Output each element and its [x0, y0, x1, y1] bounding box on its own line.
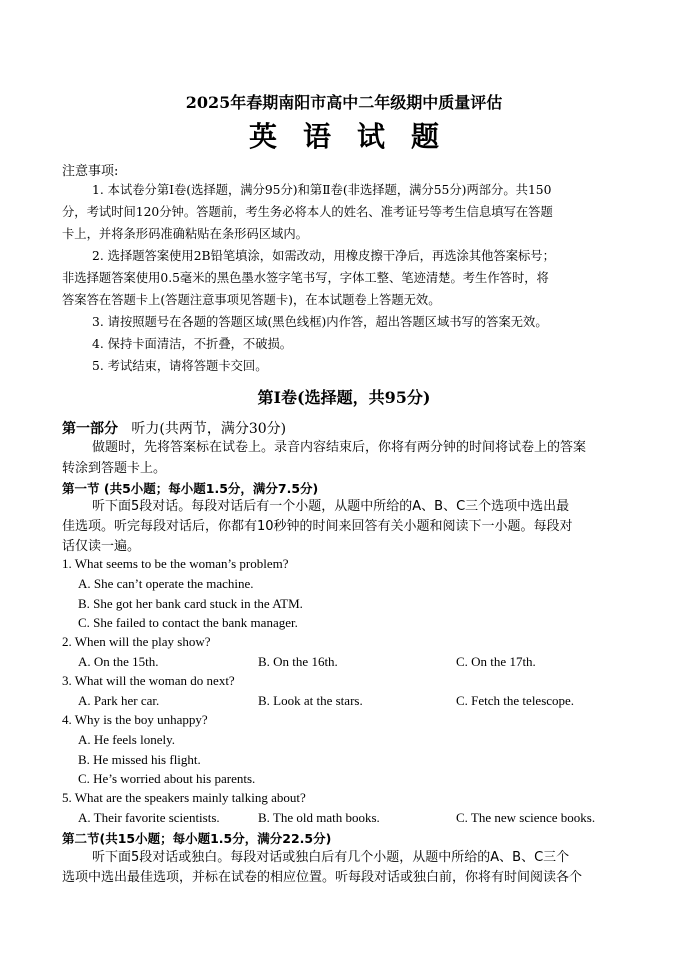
option-b: B. Look at the stars.	[258, 693, 363, 708]
option-a: A. Their favorite scientists.	[78, 810, 220, 825]
sec1-line: 佳选项。听完每段对话后，你都有10秒钟的时间来回答有关小题和阅读下一小题。每段对	[62, 519, 573, 534]
option-b: B. On the 16th.	[258, 654, 338, 669]
section-title: 第Ⅰ卷(选择题，共95分)	[257, 388, 431, 407]
option-a: A. He feels lonely.	[78, 732, 175, 747]
intro-line: 转涂到答题卡上。	[62, 461, 167, 476]
notice-line: 5. 考试结束，请将答题卡交回。	[92, 359, 268, 373]
part-heading	[62, 418, 286, 438]
sec2-title: 第二节(共15小题；每小题1.5分，满分22.5分)	[62, 831, 332, 846]
notice-line: 1. 本试卷分第Ⅰ卷(选择题，满分95分)和第Ⅱ卷(非选择题，满分55分)两部分。共150	[92, 183, 552, 197]
sec2-line: 听下面5段对话或独白。每段对话或独白后有几个小题，从题中所给的A、B、C三个	[92, 850, 570, 865]
question-stem: 3. What will the woman do next?	[62, 673, 235, 688]
question-stem: 5. What are the speakers mainly talking about?	[62, 790, 306, 805]
subject-title: 英语试题	[248, 120, 465, 153]
option-b: B. He missed his flight.	[78, 752, 201, 767]
sec1-title: 第一节 (共5小题；每小题1.5分，满分7.5分)	[62, 481, 319, 496]
option-c: C. Fetch the telescope.	[456, 693, 575, 708]
option-a: A. On the 15th.	[78, 654, 159, 669]
question-stem: 2. When will the play show?	[62, 634, 211, 649]
sec1-line: 听下面5段对话。每段对话后有一个小题，从题中所给的A、B、C三个选项中选出最	[92, 499, 570, 514]
sec1-line: 话仅读一遍。	[62, 539, 141, 554]
notice-line: 答案答在答题卡上(答题注意事项见答题卡)，在本试题卷上答题无效。	[62, 293, 441, 307]
sec2-line: 选项中选出最佳选项，并标在试卷的相应位置。听每段对话或独白前，你将有时间阅读各个	[62, 870, 583, 885]
part-title: 听力(共两节，满分30分)	[131, 421, 287, 437]
question-stem: 4. Why is the boy unhappy?	[62, 712, 208, 727]
part-label: 第一部分	[62, 421, 118, 437]
notice-line: 卡上，并将条形码准确粘贴在条形码区域内。	[62, 227, 308, 241]
option-c: C. He’s worried about his parents.	[78, 771, 256, 786]
option-a: A. She can’t operate the machine.	[78, 576, 254, 591]
option-c: C. On the 17th.	[456, 654, 536, 669]
notice-line: 3. 请按照题号在各题的答题区域(黑色线框)内作答，超出答题区域书写的答案无效。	[92, 315, 548, 329]
notice-line: 2. 选择题答案使用2B铅笔填涂，如需改动，用橡皮擦干净后，再选涂其他答案标号；	[92, 249, 555, 263]
option-b: B. The old math books.	[258, 810, 380, 825]
option-b: B. She got her bank card stuck in the ATM.	[78, 596, 303, 611]
notice-title: 注意事项:	[62, 164, 119, 179]
exam-title: 2025年春期南阳市高中二年级期中质量评估	[185, 93, 503, 112]
question-stem: 1. What seems to be the woman’s problem?	[62, 556, 289, 571]
option-c: C. She failed to contact the bank manager.	[78, 615, 298, 630]
notice-line: 分，考试时间120分钟。答题前，考生务必将本人的姓名、准考证号等考生信息填写在答题	[62, 205, 553, 219]
intro-line: 做题时，先将答案标在试卷上。录音内容结束后，你将有两分钟的时间将试卷上的答案	[92, 440, 587, 455]
option-a: A. Park her car.	[78, 693, 160, 708]
notice-line: 非选择题答案使用0.5毫米的黑色墨水签字笔书写，字体工整、笔迹清楚。考生作答时，将	[62, 271, 549, 285]
notice-line: 4. 保持卡面清洁，不折叠，不破损。	[92, 337, 293, 351]
option-c: C. The new science books.	[456, 810, 596, 825]
